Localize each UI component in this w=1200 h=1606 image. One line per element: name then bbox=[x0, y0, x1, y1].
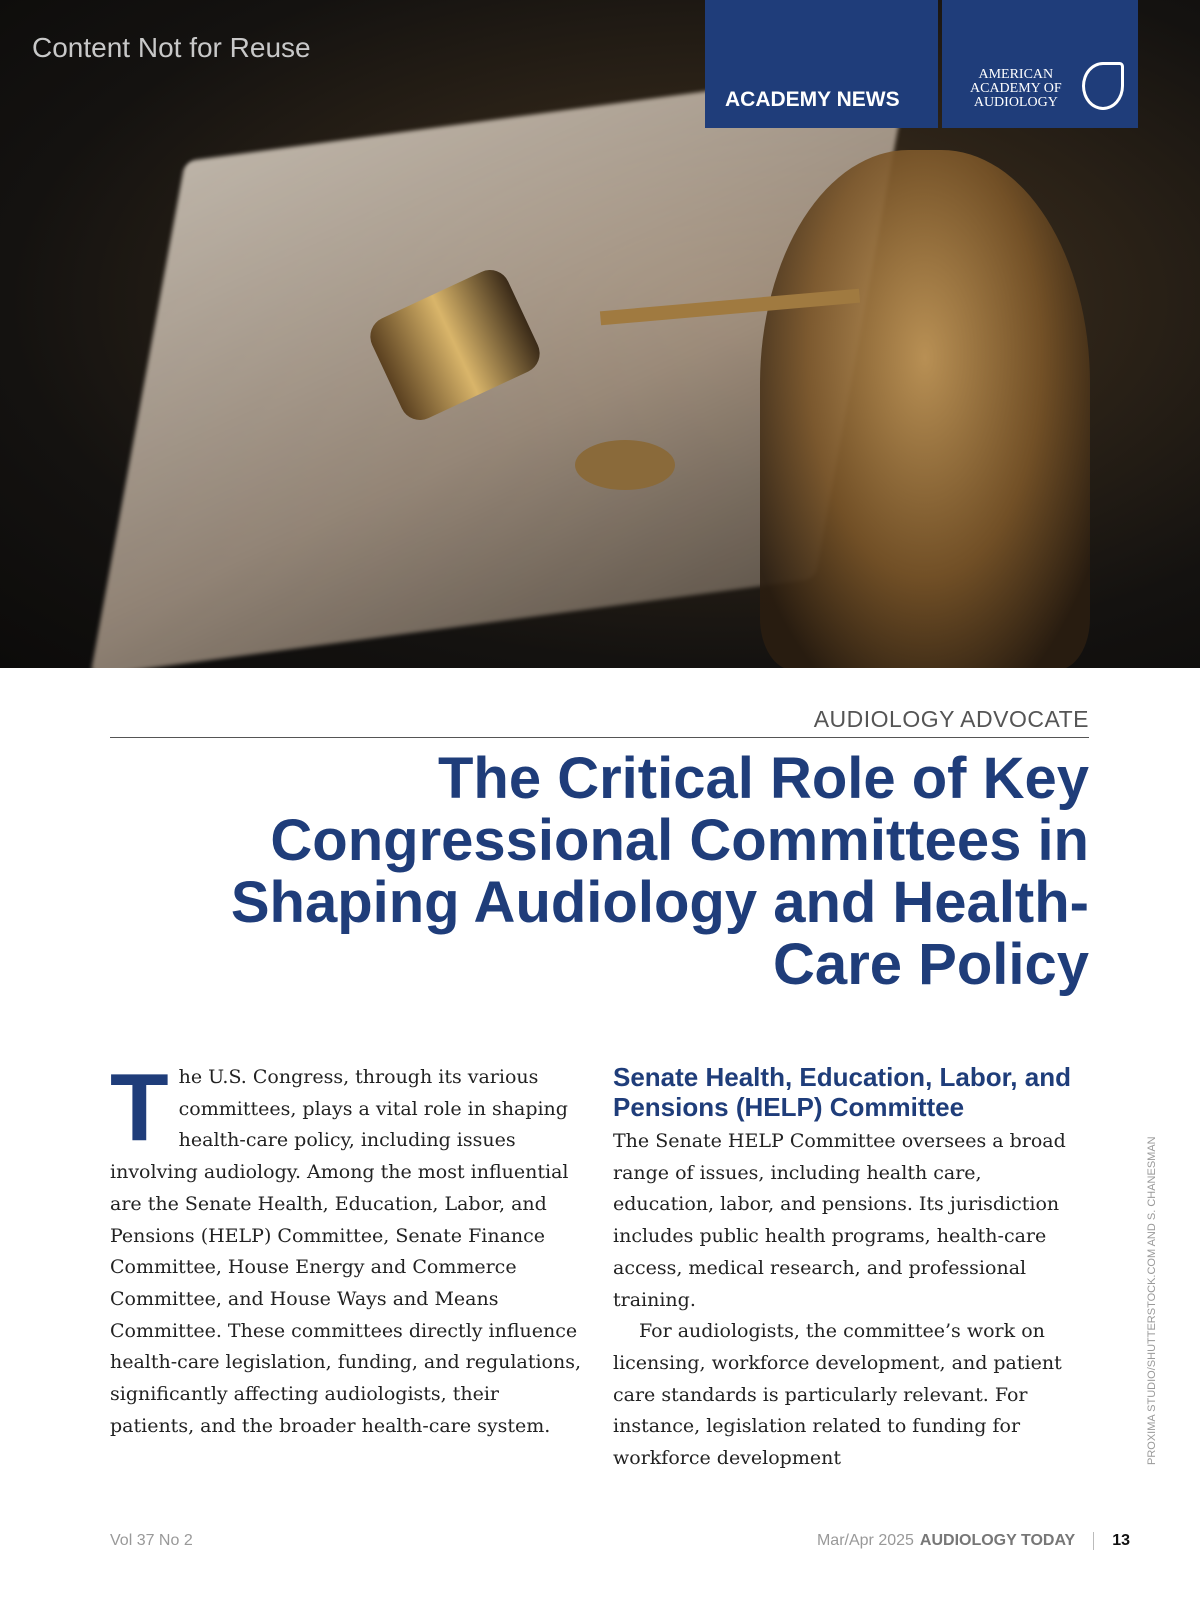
logo-line: ACADEMY OF bbox=[970, 81, 1062, 96]
paragraph: The Senate HELP Committee oversees a broad range of issues, including health care, education, labor, and pensions. Its jurisdiction includes public health programs, health-care access, medical research, and professional training. bbox=[613, 1130, 1066, 1311]
page-title: The Critical Role of Key Congressional Committees in Shaping Audiology and Health-Care Policy bbox=[230, 746, 1089, 997]
footer-publication: AUDIOLOGY TODAY bbox=[919, 1532, 1076, 1549]
section-tag bbox=[705, 0, 938, 128]
photo-credit: PROXIMA STUDIO/SHUTTERSTOCK.COM AND S. CHANESMAN bbox=[1146, 1136, 1158, 1465]
logo-box bbox=[942, 0, 1138, 128]
drop-cap: T bbox=[110, 1054, 169, 1161]
section-tag-label: ACADEMY NEWS bbox=[725, 88, 900, 111]
footer-volume: Vol 37 No 2 bbox=[110, 1532, 193, 1549]
academy-logo bbox=[970, 68, 1062, 110]
footer-separator bbox=[1093, 1532, 1094, 1550]
logo-line: AUDIOLOGY bbox=[973, 95, 1058, 110]
divider bbox=[110, 737, 1089, 738]
body-column-2 bbox=[613, 1062, 1083, 1475]
body-column-1 bbox=[110, 1054, 582, 1442]
scale-pan bbox=[575, 440, 675, 490]
section-heading: Senate Health, Education, Labor, and Pensions (HELP) Committee bbox=[613, 1062, 1071, 1122]
logo-ear-icon bbox=[1082, 62, 1124, 110]
paragraph: For audiologists, the committee’s work on licensing, workforce development, and patient care standards is particularly relevant. For instance, legislation related to funding for workforce development bbox=[613, 1320, 1062, 1470]
page-number: 13 bbox=[1112, 1532, 1130, 1549]
watermark: Content Not for Reuse bbox=[32, 32, 311, 63]
logo-line: AMERICAN bbox=[978, 67, 1054, 82]
intro-paragraph: he U.S. Congress, through its various committees, plays a vital role in shaping health-care policy, including issues involving audiology. Among the most influential are the Senate Health, Education, Labor, and Pensions (HELP) Committee, Senate Finance Committee, House Energy and Commerce Committee, and House Ways and Means Committee. These committees directly influence health-care legislation, funding, and regulations, significantly affecting audiologists, their patients, and the broader health-care system. bbox=[110, 1066, 581, 1437]
footer-date: Mar/Apr 2025 bbox=[816, 1532, 914, 1549]
footer-right bbox=[817, 1532, 1130, 1550]
kicker: AUDIOLOGY ADVOCATE bbox=[813, 706, 1089, 732]
lady-justice-image bbox=[760, 150, 1090, 668]
